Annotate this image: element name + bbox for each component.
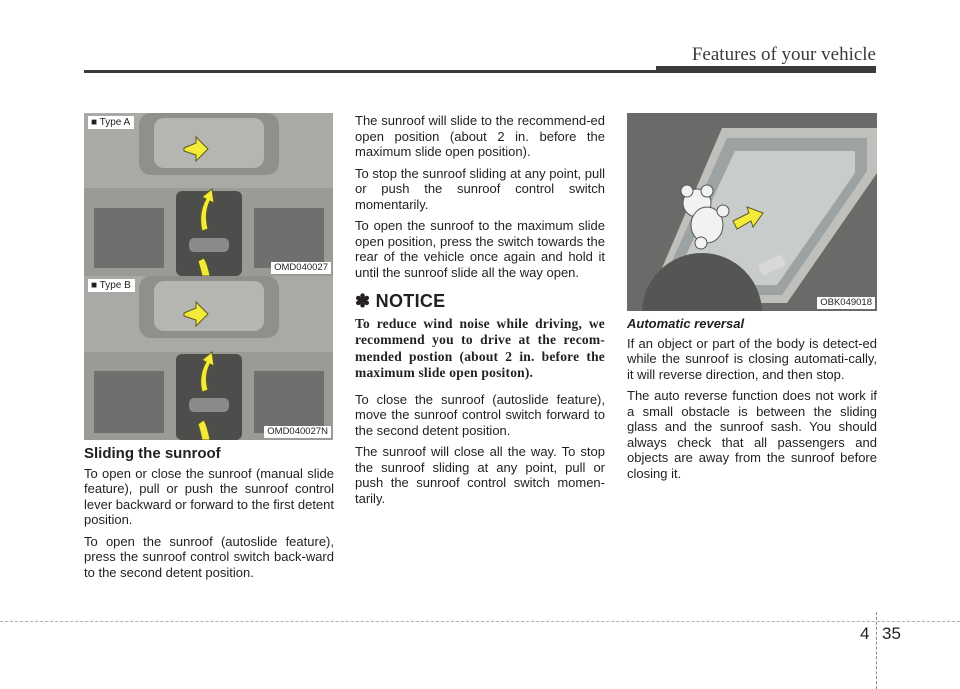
paragraph: To open the sunroof (autoslide feature), press the sunroof control switch back-ward to the second detent position. <box>84 533 334 580</box>
chapter-number: 4 <box>860 624 870 643</box>
right-column <box>627 302 877 487</box>
figure-type-b-code: OMD040027N <box>264 426 331 438</box>
paragraph: To open the sunroof to the maximum slide open position, press the switch towards the rear of the vehicle once again and hold it until the sunroof slide all the way open. <box>355 218 605 280</box>
paragraph: The auto reverse function does not work if a small obstacle is between the sliding glass and the sunroof sash. You should always check that all passengers and objects are away from the sunroof before closing it. <box>627 388 877 481</box>
figure-type-a <box>84 113 333 276</box>
paragraph: The sunroof will close all the way. To stop the sunroof sliding at any point, pull or push the sunroof control switch momen-tarily. <box>355 444 605 506</box>
figure-type-b <box>84 276 333 440</box>
figure-type-b-label: ■ Type B <box>88 279 135 292</box>
footer-divider <box>876 612 877 689</box>
sunroof-auto-reverse-image <box>627 113 877 311</box>
paragraph: The sunroof will slide to the recommend-ed open position (about 2 in. before the maximum slide open position). <box>355 113 605 159</box>
sunroof-switch-type-b-image <box>84 276 333 440</box>
figure-auto-reverse <box>627 113 877 311</box>
left-column <box>84 446 334 586</box>
figure-type-a-code: OMD040027 <box>271 262 331 274</box>
page-number: 35 <box>882 624 901 643</box>
figure-auto-reverse-code: OBK049018 <box>817 297 875 309</box>
notice-title: ✽ NOTICE <box>355 291 446 311</box>
section-heading: Sliding the sunroof <box>84 445 221 462</box>
footer-rule <box>0 621 960 622</box>
middle-column <box>355 113 605 512</box>
page-header-title: Features of your vehicle <box>691 44 876 65</box>
figure-type-a-label: ■ Type A <box>88 116 134 129</box>
paragraph: If an object or part of the body is detect-ed while the sunroof is closing automati-cally, it will reverse direction, and then stop. <box>627 335 877 382</box>
subheading: Automatic reversal <box>627 316 745 331</box>
header-rule-accent <box>656 66 876 73</box>
paragraph: To open or close the sunroof (manual slide feature), pull or push the sunroof control lever backward or forward to the first detent position. <box>84 465 335 527</box>
paragraph: To stop the sunroof sliding at any point, pull or push the sunroof control switch momentarily. <box>355 165 605 212</box>
notice-body: To reduce wind noise while driving, we recommend you to drive at the recom-mended postion (about 2 in. before the maximum slide open positon). <box>355 315 605 380</box>
paragraph: To close the sunroof (autoslide feature), move the sunroof control switch forward to the second detent position. <box>355 391 605 438</box>
sunroof-switch-type-a-image <box>84 113 333 276</box>
